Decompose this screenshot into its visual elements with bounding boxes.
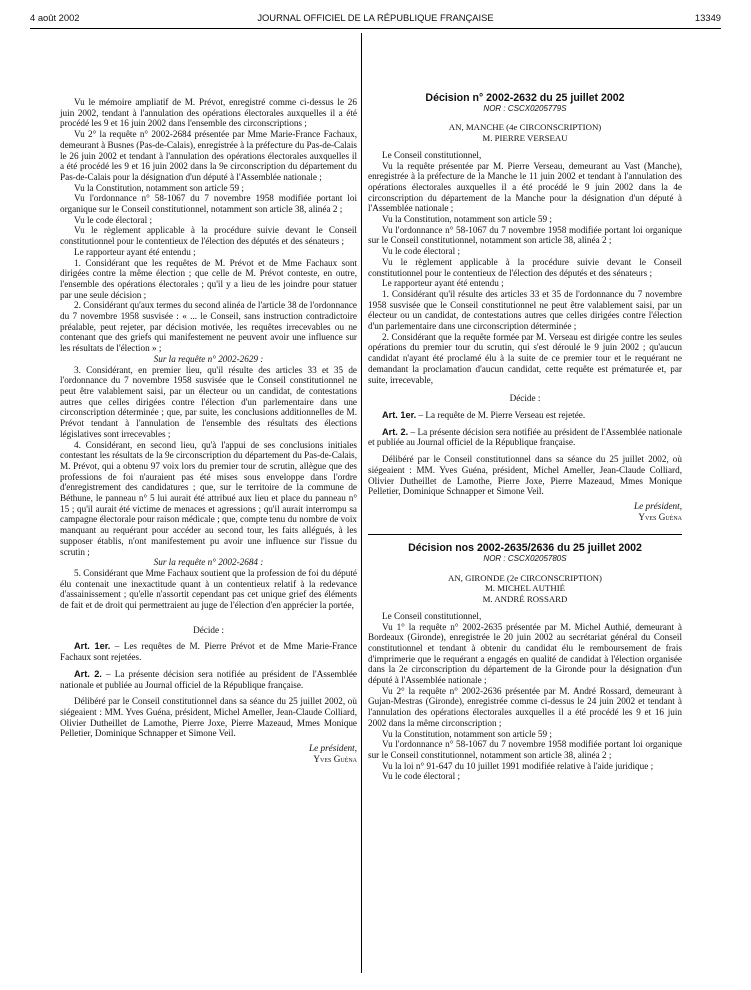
president-label: Le président, (634, 500, 682, 511)
deliberation: Délibéré par le Conseil constitutionnel dans sa séance du 25 juillet 2002, où siégeaient : MM. Yves Guéna, président, Michel Ameller, Jean-Claude Colliard, Olivier Dutheillet de Lamothe, Pierre Joxe, Pierre Mazeaud, Mmes Monique Pelletier, Dominique Schnapper et Simone Veil. (60, 696, 357, 739)
paragraph: 4. Considérant, en second lieu, qu'à l'appui de ses conclusions initiales contestant les résultats de la 9e circonscription du département du Pas-de-Calais, M. Prévot, qui a obtenu 97 voix lors du premier tour de scrutin, allègue que des professions de foi n'auraient pas été mises sous enveloppe dans l'ordre d'enregistrement des candidatures ; que, sur le territoire de la commune de Béthune, le panneau n° 5 lui aurait été attribué aux lieu et place du panneau n° 15 ; qu'il aurait été victime de menaces et agressions ; qu'il aurait interrompu sa campagne électorale pour raison médicale ; que, compte tenu du nombre de voix manquant au requérant pour accéder au second tour, les faits allégués, à les supposer établis, n'ont manifestement pu avoir une influence sur l'issue du scrutin ; (60, 439, 357, 557)
paragraph: Vu la Constitution, notamment son article 59 ; (382, 728, 552, 739)
page-number: 13349 (694, 12, 721, 23)
header-rule (30, 28, 721, 29)
paragraph: Vu le mémoire ampliatif de M. Prévot, enregistré comme ci-dessus le 26 juin 2002, tendant à l'annulation des opérations électorales auxquelles il a été procédé les 9 et 16 juin 2002 dans l'ensemble des circonscriptions ; (60, 97, 357, 129)
paragraph: Vu 2° la requête n° 2002-2684 présentée par Mme Marie-France Fachaux, demeurant à Busnes (Pas-de-Calais), enregistrée à la préfecture du Pas-de-Calais le 26 juin 2002 et tendant à l'annulation des opérations électorales auxquelles il a été procédé les 9 et 16 juin 2002 dans la 9e circonscription du département du Pas-de-Calais pour la désignation d'un député à l'Assemblée nationale ; (60, 129, 357, 182)
paragraph: Vu le code électoral ; (382, 246, 461, 257)
decide-heading: Décide : (193, 624, 224, 635)
article-label: Art. 1er. (382, 409, 417, 420)
paragraph: Le rapporteur ayant été entendu ; (74, 246, 196, 257)
paragraph: 1. Considérant que les requêtes de M. Prévot et de Mme Fachaux sont dirigées contre la même élection ; que celle de M. Prévot conteste, en outre, l'ensemble des opérations électorales ; qu'il y a lieu de les joindre pour statuer par une seule décision ; (60, 257, 357, 300)
article-2 (60, 669, 357, 690)
paragraph: 5. Considérant que Mme Fachaux soutient que la profession de foi du député élu contenait une inexactitude quant à un contentieux relatif à la redevance d'assainissement ; qu'elle n'assortit cependant pas cet unique grief des éléments de fait et de droit qui permettraient au juge de l'élection d'en apprécier la portée, (60, 567, 357, 611)
paragraph: Vu 2° la requête n° 2002-2636 présentée par M. André Rossard, demeurant à Gujan-Mestras (Gironde), enregistrée comme ci-dessus le 24 juin 2002 et tendant à l'annulation des opérations électorales auxquelles il a été procédé les 9 et 16 juin 2002 dans la même circonscription ; (368, 685, 682, 728)
decision-title: Décision nos 2002-2635/2636 du 25 juillet 2002 (408, 542, 642, 555)
deliberation: Délibéré par le Conseil constitutionnel dans sa séance du 25 juillet 2002, où siégeaient : MM. Yves Guéna, président, Michel Ameller, Jean-Claude Colliard, Olivier Dutheillet de Lamothe, Pierre Joxe, Pierre Mazeaud, Mmes Monique Pelletier, Dominique Schnapper et Simone Veil. (368, 454, 682, 497)
article-text: – La requête de M. Pierre Verseau est rejetée. (416, 409, 586, 420)
article-1 (368, 410, 682, 421)
circonscription: AN, GIRONDE (2e CIRCONSCRIPTION) (448, 572, 602, 583)
paragraph: Vu le règlement applicable à la procédure suivie devant le Conseil constitutionnel pour le contentieux de l'élection des députés et des sénateurs ; (368, 256, 682, 278)
section-rule (368, 534, 682, 535)
left-column (60, 97, 357, 764)
paragraph: Vu la Constitution, notamment son article 59 ; (74, 182, 244, 193)
circonscription: AN, MANCHE (4e CIRCONSCRIPTION) (448, 122, 602, 133)
paragraph: Vu le code électoral ; (382, 771, 461, 782)
article-label: Art. 1er. (74, 641, 111, 652)
journal-title: JOURNAL OFFICIEL DE LA RÉPUBLIQUE FRANÇAISE (257, 12, 494, 23)
paragraph: Le rapporteur ayant été entendu ; (382, 278, 504, 289)
issue-date: 4 août 2002 (30, 12, 80, 23)
page-header (30, 12, 721, 28)
section-heading: Sur la requête n° 2002-2684 : (153, 557, 264, 568)
paragraph: Le Conseil constitutionnel, (382, 610, 482, 621)
party-name: M. MICHEL AUTHIÉ (484, 583, 566, 594)
article-label: Art. 2. (74, 668, 102, 679)
paragraph: Vu l'ordonnance n° 58-1067 du 7 novembre 1958 modifiée portant loi organique sur le Conseil constitutionnel, notamment son article 38, alinéa 2 ; (368, 224, 682, 246)
decide-heading: Décide : (509, 393, 541, 404)
article-1 (60, 641, 357, 662)
signature: Yves Guéna (313, 753, 357, 764)
article-text: – La présente décision sera notifiée au président de l'Assemblée nationale et publiée au Journal officiel de la République française. (368, 426, 682, 448)
paragraph: Vu 1° la requête n° 2002-2635 présentée par M. Michel Authié, demeurant à Bordeaux (Gironde), enregistrée le 20 juin 2002 au secrétariat général du Conseil constitutionnel et tendant à obtenir du candidat élu le remboursement de frais d'imprimerie que le requérant a engagés en qualité de candidat à l'élection organisée dans la 2e circonscription du département de la Gironde pour la désignation d'un député à l'Assemblée nationale ; (368, 621, 682, 686)
nor-code: NOR : CSCX0205780S (483, 554, 567, 564)
president-label: Le président, (309, 743, 357, 754)
paragraph: Le Conseil constitutionnel, (382, 149, 482, 160)
signature: Yves Guéna (638, 511, 682, 522)
nor-code: NOR : CSCX0205779S (483, 103, 567, 113)
paragraph: Vu l'ordonnance n° 58-1067 du 7 novembre 1958 modifiée portant loi organique sur le Conseil constitutionnel, notamment son article 38, alinéa 2 ; (368, 739, 682, 760)
paragraph: 3. Considérant, en premier lieu, qu'il résulte des articles 33 et 35 de l'ordonnance du 7 novembre 1958 susvisée que le Conseil constitutionnel ne peut être valablement saisi, par un électeur ou un candidat, de contestations autres que celles dirigées contre l'élection d'un parlementaire dans une circonscription déterminée ; que, par suite, les conclusions additionnelles de M. Prévot tendant à l'annulation de l'ensemble des résultats des élections législatives sont irrecevables ; (60, 364, 357, 439)
nor-reference (368, 104, 682, 115)
paragraph: Vu la loi n° 91-647 du 10 juillet 1991 modifiée relative à l'aide juridique ; (382, 760, 654, 771)
paragraph: 2. Considérant que la requête formée par M. Verseau est dirigée contre les seules opérations du premier tour du scrutin, qui s'est déroulé le 9 juin 2002 ; qu'aucun candidat n'ayant été proclamé élu à la suite de ce premier tour et le requérant ne demandant la proclamation d'aucun candidat, cette requête est prématurée et, par suite, irrecevable, (368, 331, 682, 385)
paragraph: 2. Considérant qu'aux termes du second alinéa de l'article 38 de l'ordonnance du 7 novembre 1958 susvisée : « ... le Conseil, sans instruction contradictoire préalable, peut rejeter, par décision motivée, les requêtes irrecevables ou ne contenant que des griefs qui manifestement ne peuvent avoir une influence sur les résultats de l'élection » ; (60, 300, 357, 354)
article-label: Art. 2. (382, 426, 409, 437)
decision-title: Décision n° 2002-2632 du 25 juillet 2002 (425, 92, 625, 104)
article-2 (368, 427, 682, 448)
paragraph: Vu l'ordonnance n° 58-1067 du 7 novembre 1958 modifiée portant loi organique sur le Conseil constitutionnel, notamment son article 38, alinéa 2 ; (60, 193, 357, 215)
paragraph: 1. Considérant qu'il résulte des articles 33 et 35 de l'ordonnance du 7 novembre 1958 susvisée que le Conseil constitutionnel ne peut être valablement saisi, par un électeur ou un candidat, de contestations autres que celles dirigées contre l'élection d'un parlementaire dans une circonscription déterminée ; (368, 288, 682, 332)
column-separator (361, 33, 362, 973)
article-text: – Les requêtes de M. Pierre Prévot et de Mme Marie-France Fachaux sont rejetées. (60, 641, 358, 663)
nor-reference (368, 554, 682, 565)
section-heading: Sur la requête n° 2002-2629 : (153, 353, 264, 364)
party-name: M. PIERRE VERSEAU (482, 133, 568, 144)
right-column (368, 93, 682, 782)
paragraph: Vu la requête présentée par M. Pierre Verseau, demeurant au Vast (Manche), enregistrée à la préfecture de la Manche le 11 juin 2002 et tendant à l'annulation des opérations électorales auxquelles il a été procédé le 9 juin 2002 dans la 4e circonscription du département de la Manche pour la désignation d'un député à l'Assemblée nationale ; (368, 160, 682, 214)
paragraph: Vu le code électoral ; (74, 214, 153, 225)
article-text: – La présente décision sera notifiée au président de l'Assemblée nationale et publiée au Journal officiel de la République française. (60, 668, 357, 690)
paragraph: Vu la Constitution, notamment son article 59 ; (382, 214, 552, 225)
party-name: M. ANDRÉ ROSSARD (482, 594, 568, 605)
paragraph: Vu le règlement applicable à la procédure suivie devant le Conseil constitutionnel pour le contentieux de l'élection des députés et des sénateurs ; (60, 225, 357, 247)
